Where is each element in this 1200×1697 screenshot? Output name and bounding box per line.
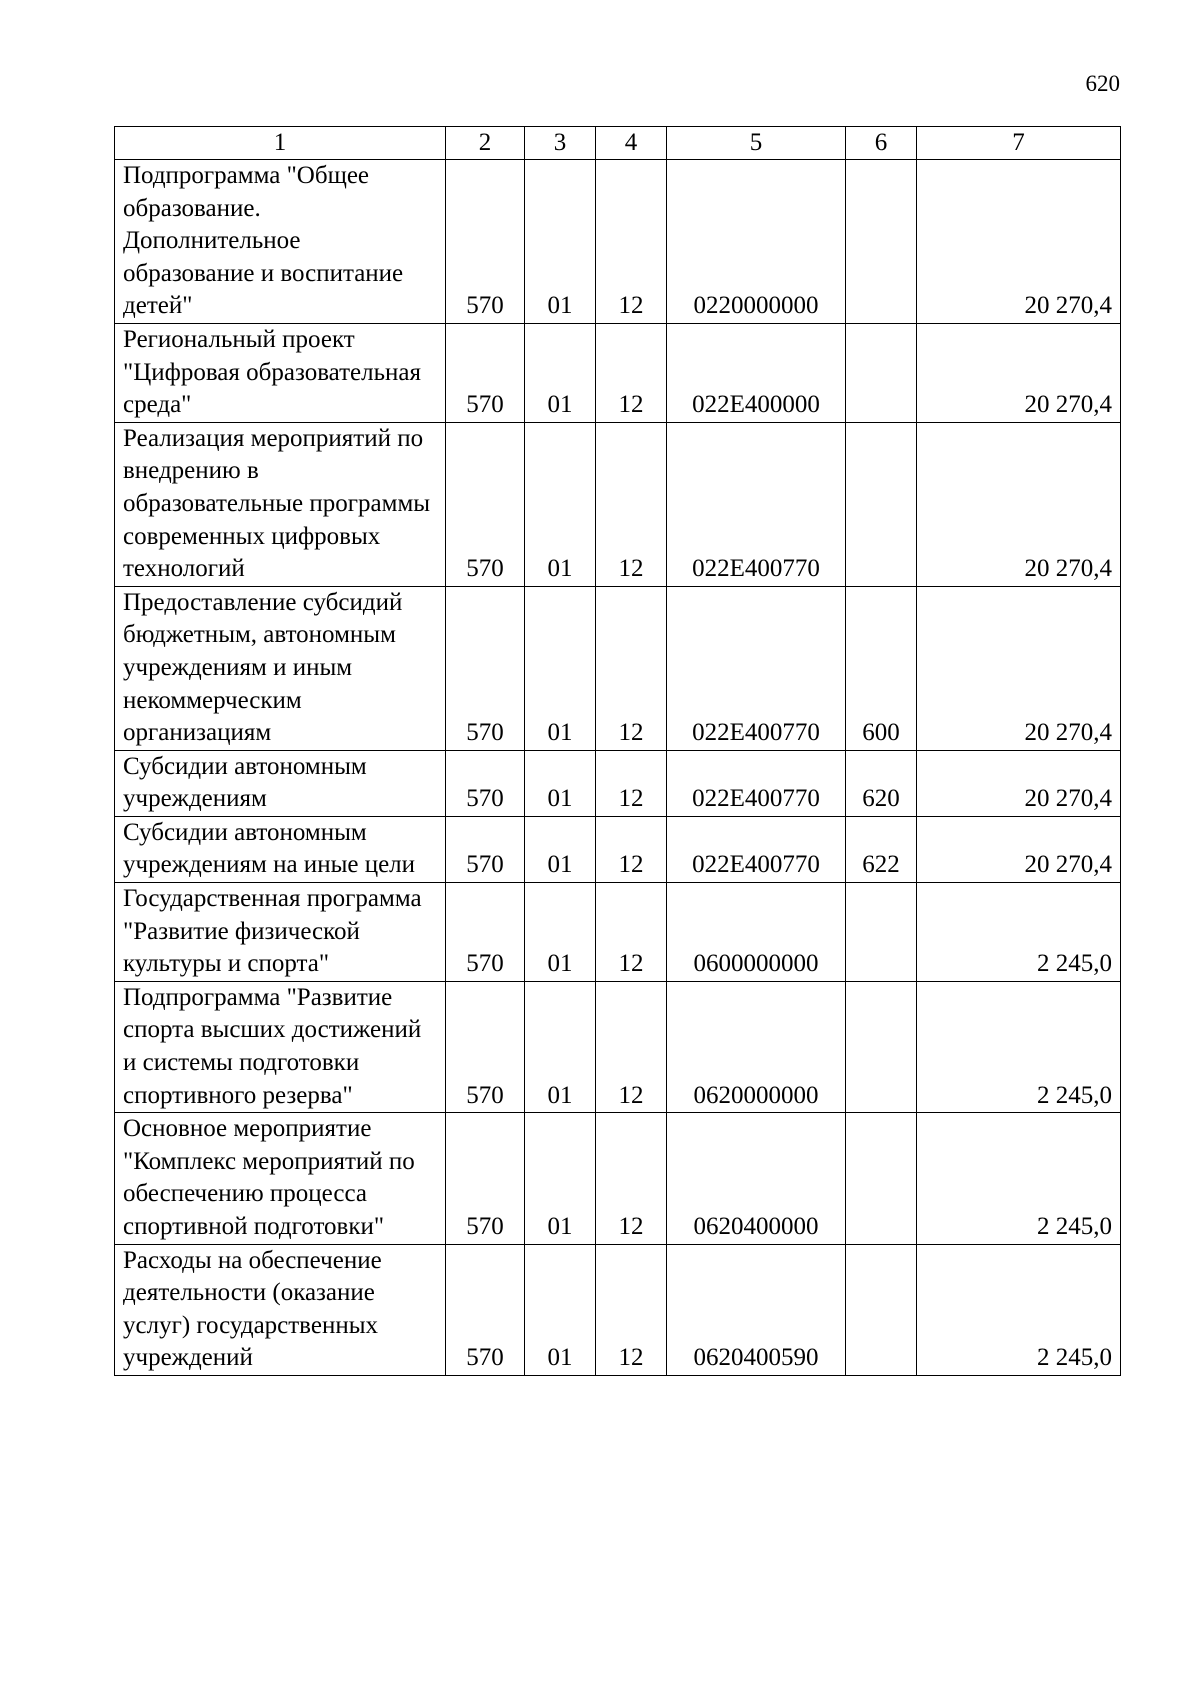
table-row	[115, 816, 1121, 882]
cell-expense-type: 600	[846, 586, 917, 750]
table-row	[115, 323, 1121, 422]
cell-section: 01	[525, 750, 596, 816]
row-name: Подпрограмма "Общее образование. Дополнительное образование и воспитание детей"	[115, 160, 446, 324]
cell-target: 022E400770	[667, 750, 846, 816]
cell-section: 01	[525, 586, 596, 750]
table-row	[115, 160, 1121, 324]
cell-amount: 20 270,4	[917, 750, 1121, 816]
cell-code: 570	[446, 883, 525, 982]
cell-expense-type: 622	[846, 816, 917, 882]
cell-subsection: 12	[596, 323, 667, 422]
cell-subsection: 12	[596, 981, 667, 1112]
cell-amount: 20 270,4	[917, 422, 1121, 586]
cell-code: 570	[446, 160, 525, 324]
cell-target: 022E400000	[667, 323, 846, 422]
page-number: 620	[1085, 71, 1120, 96]
cell-expense-type	[846, 1244, 917, 1375]
cell-section: 01	[525, 323, 596, 422]
cell-expense-type	[846, 160, 917, 324]
cell-section: 01	[525, 883, 596, 982]
cell-target: 0620400590	[667, 1244, 846, 1375]
cell-section: 01	[525, 1113, 596, 1244]
cell-expense-type	[846, 422, 917, 586]
cell-subsection: 12	[596, 586, 667, 750]
cell-target: 022E400770	[667, 586, 846, 750]
column-header: 6	[846, 127, 917, 160]
cell-expense-type	[846, 323, 917, 422]
cell-code: 570	[446, 816, 525, 882]
row-name: Государственная программа "Развитие физической культуры и спорта"	[115, 883, 446, 982]
cell-target: 022E400770	[667, 816, 846, 882]
cell-target: 0600000000	[667, 883, 846, 982]
cell-expense-type	[846, 981, 917, 1112]
cell-subsection: 12	[596, 750, 667, 816]
row-name: Реализация мероприятий по внедрению в образовательные программы современных цифровых технологий	[115, 422, 446, 586]
cell-subsection: 12	[596, 1113, 667, 1244]
column-header: 7	[917, 127, 1121, 160]
row-name: Расходы на обеспечение деятельности (оказание услуг) государственных учреждений	[115, 1244, 446, 1375]
cell-target: 0220000000	[667, 160, 846, 324]
cell-amount: 20 270,4	[917, 586, 1121, 750]
budget-table	[114, 126, 1121, 1376]
cell-expense-type: 620	[846, 750, 917, 816]
column-header: 1	[115, 127, 446, 160]
cell-expense-type	[846, 883, 917, 982]
table-row	[115, 750, 1121, 816]
cell-amount: 20 270,4	[917, 323, 1121, 422]
cell-amount: 2 245,0	[917, 981, 1121, 1112]
cell-code: 570	[446, 422, 525, 586]
cell-target: 0620400000	[667, 1113, 846, 1244]
row-name: Субсидии автономным учреждениям на иные цели	[115, 816, 446, 882]
cell-section: 01	[525, 981, 596, 1112]
row-name: Предоставление субсидий бюджетным, автономным учреждениям и иным некоммерческим организациям	[115, 586, 446, 750]
cell-code: 570	[446, 1244, 525, 1375]
cell-section: 01	[525, 1244, 596, 1375]
cell-amount: 2 245,0	[917, 1244, 1121, 1375]
cell-subsection: 12	[596, 160, 667, 324]
cell-amount: 2 245,0	[917, 1113, 1121, 1244]
column-header: 5	[667, 127, 846, 160]
cell-subsection: 12	[596, 816, 667, 882]
column-header: 3	[525, 127, 596, 160]
table-row	[115, 422, 1121, 586]
cell-amount: 20 270,4	[917, 816, 1121, 882]
cell-code: 570	[446, 750, 525, 816]
cell-amount: 2 245,0	[917, 883, 1121, 982]
cell-section: 01	[525, 816, 596, 882]
header-row	[115, 127, 1121, 160]
table-row	[115, 1244, 1121, 1375]
table-row	[115, 981, 1121, 1112]
cell-section: 01	[525, 160, 596, 324]
cell-expense-type	[846, 1113, 917, 1244]
column-header: 4	[596, 127, 667, 160]
cell-subsection: 12	[596, 883, 667, 982]
row-name: Субсидии автономным учреждениям	[115, 750, 446, 816]
cell-code: 570	[446, 981, 525, 1112]
column-header: 2	[446, 127, 525, 160]
cell-target: 022E400770	[667, 422, 846, 586]
row-name: Региональный проект "Цифровая образовательная среда"	[115, 323, 446, 422]
cell-code: 570	[446, 323, 525, 422]
cell-code: 570	[446, 586, 525, 750]
cell-code: 570	[446, 1113, 525, 1244]
cell-subsection: 12	[596, 422, 667, 586]
table-row	[115, 586, 1121, 750]
table-row	[115, 1113, 1121, 1244]
cell-target: 0620000000	[667, 981, 846, 1112]
row-name: Основное мероприятие "Комплекс мероприятий по обеспечению процесса спортивной подготовки"	[115, 1113, 446, 1244]
table-row	[115, 883, 1121, 982]
cell-amount: 20 270,4	[917, 160, 1121, 324]
cell-section: 01	[525, 422, 596, 586]
row-name: Подпрограмма "Развитие спорта высших достижений и системы подготовки спортивного резерва"	[115, 981, 446, 1112]
cell-subsection: 12	[596, 1244, 667, 1375]
